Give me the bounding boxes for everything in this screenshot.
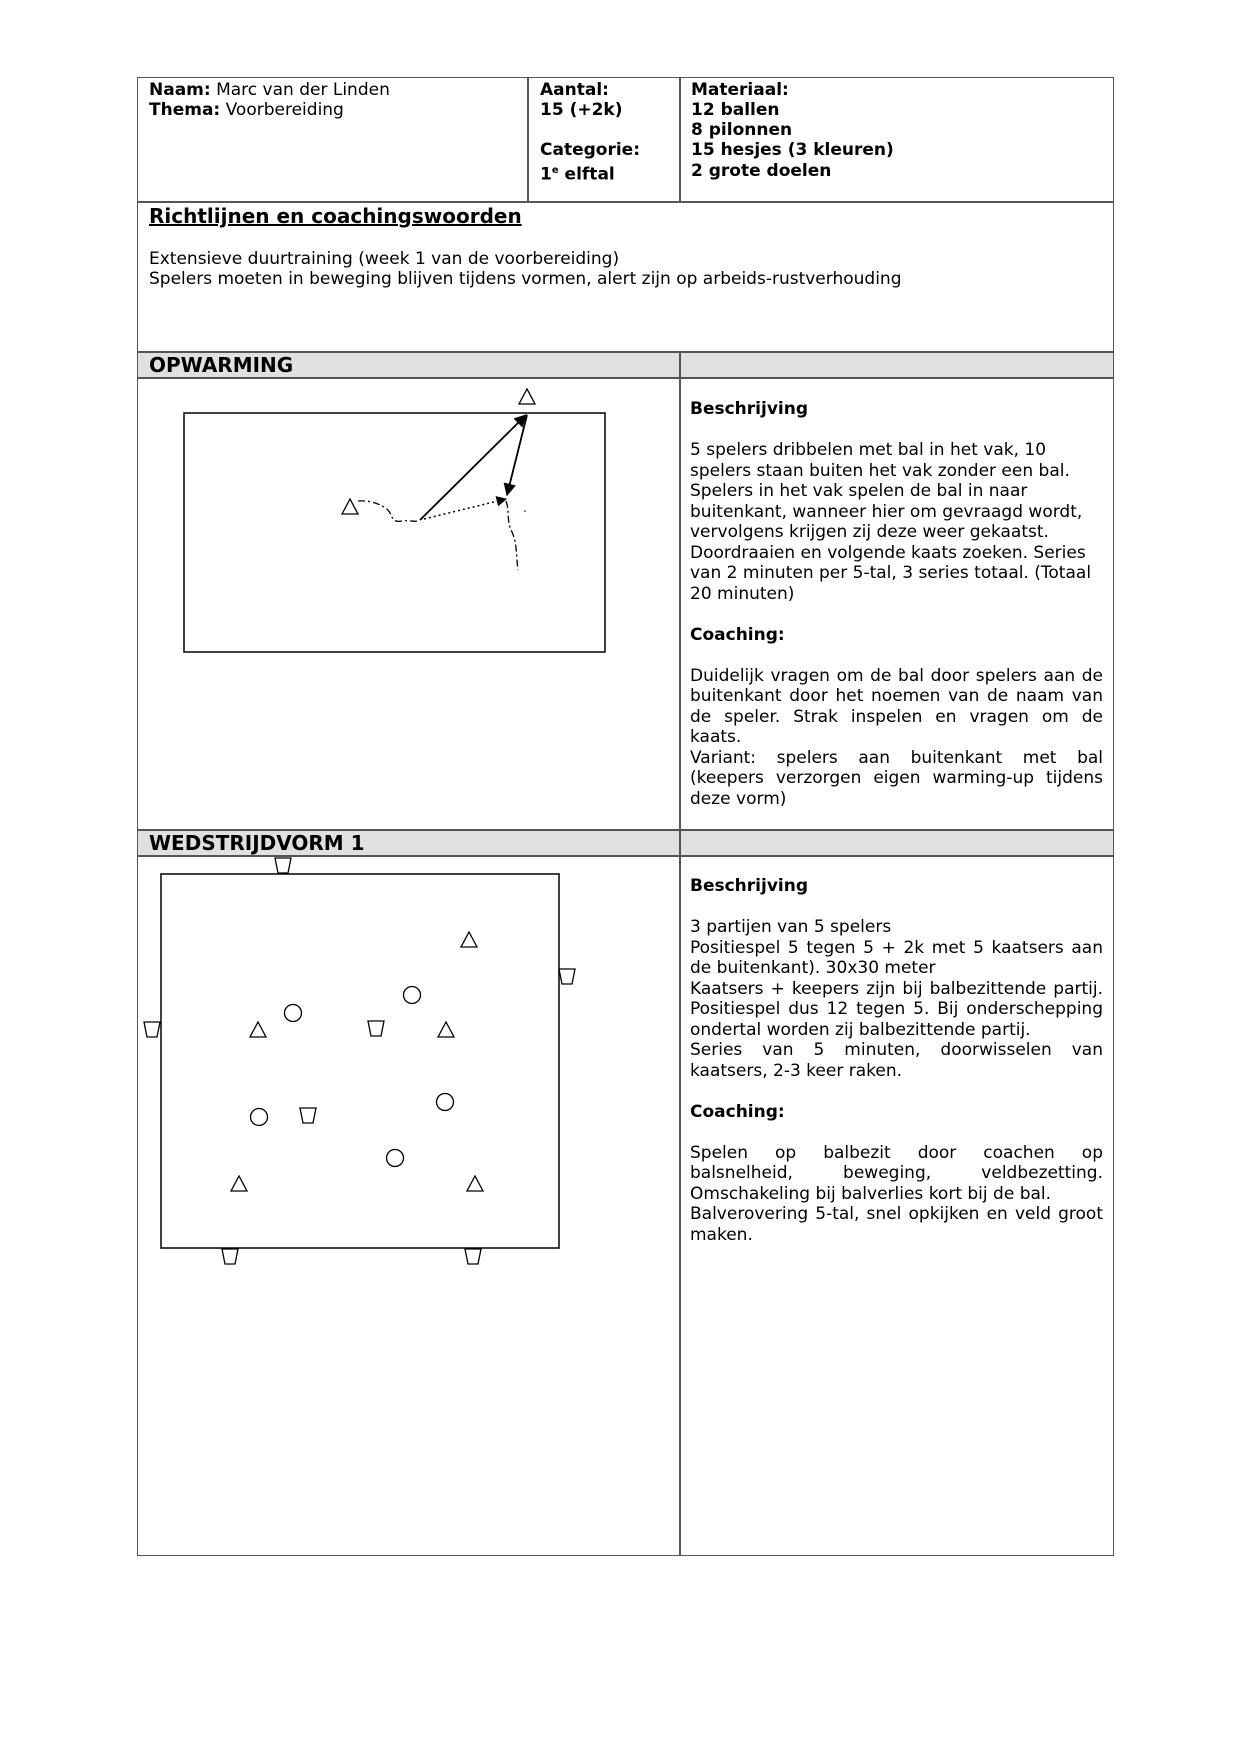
wedstrijdvorm-beschrijving-line: Positiespel 5 tegen 5 + 2k met 5 kaatsers aan de buitenkant). 30x30 meter [690,937,1103,978]
player-triangle-icon [461,932,477,947]
wedstrijdvorm-coaching-line: Spelen op balbezit door coachen op balsnelheid, beweging, veldbezetting. Omschakeling bij balverlies kort bij de bal. [690,1142,1103,1204]
richtlijnen-title: Richtlijnen en coachingswoorden [149,204,522,228]
player-triangle-icon [250,1022,266,1037]
opwarming-beschrijving-text: 5 spelers dribbelen met bal in het vak, 10 spelers staan buiten het vak zonder een bal. Spelers in het vak spelen de bal in naar buitenkant, wanneer hier om gevraagd wordt, vervolgens krijgen zij deze weer gekaatst. Doordraaien en volgende kaats zoeken. Series van 2 minuten per 5-tal, 3 series totaal. (Totaal 20 minuten) [690,440,1092,604]
thema-label: Thema: [149,100,221,120]
player-triangle-icon [519,389,535,404]
opwarming-title: OPWARMING [149,353,294,377]
opwarming-beschrijving-label: Beschrijving [690,399,809,419]
player-triangle-icon [467,1176,483,1191]
player-circle-icon [404,987,421,1004]
materiaal-item: 2 grote doelen [691,161,832,181]
pass-arrow [420,415,526,520]
wedstrijdvorm-beschrijving-line: Series van 5 minuten, doorwisselen van kaatsers, 2-3 keer raken. [690,1040,1103,1081]
cone-icon [465,1249,481,1264]
player-triangle-icon [438,1022,454,1037]
wedstrijdvorm-coaching-line: Balverovering 5-tal, snel opkijken en veld groot maken. [690,1204,1103,1245]
run-arrow [424,499,506,519]
player-circle-icon [285,1005,302,1022]
return-pass-arrow [507,415,527,495]
player-circle-icon [437,1094,454,1111]
thema-value: Voorbereiding [225,100,344,120]
wedstrijdvorm-beschrijving-line: 3 partijen van 5 spelers [690,917,892,937]
opwarming-field [184,413,605,652]
opwarming-coaching-label: Coaching: [690,624,785,645]
richtlijnen-line: Extensieve duurtraining (week 1 van de voorbereiding) [149,249,620,269]
categorie-value-main: 1 [540,164,552,185]
categorie-label: Categorie: [540,140,640,160]
wedstrijdvorm-coaching-label: Coaching: [690,1101,785,1122]
categorie-value-rest: elftal [558,164,615,185]
opwarming-coaching-text: Duidelijk vragen om de bal door spelers aan de buitenkant door het noemen van de naam van de speler. Strak inspelen en vragen om de kaats. [690,665,1103,747]
aantal-value: 15 (+2k) [540,100,623,120]
cone-icon [144,1022,160,1037]
dribble-path [358,501,418,521]
naam-value: Marc van der Linden [216,80,390,100]
aantal-label: Aantal: [540,80,609,100]
wedstrijdvorm-beschrijving-line: Kaatsers + keepers zijn bij balbezittende partij. Positiespel dus 12 tegen 5. Bij onderschepping ondertal worden zij balbezittende partij. [690,978,1103,1040]
movement-path [506,501,518,570]
opwarming-variant-text: Variant: spelers aan buitenkant met bal (keepers verzorgen eigen warming-up tijdens deze vorm) [690,747,1103,809]
player-triangle-icon [231,1176,247,1191]
cone-icon [368,1021,384,1036]
wedstrijdvorm-field [161,874,559,1248]
materiaal-item: 15 hesjes (3 kleuren) [691,140,894,160]
player-circle-icon [251,1109,268,1126]
materiaal-item: 8 pilonnen [691,120,793,140]
materiaal-item: 12 ballen [691,100,780,120]
cone-icon [222,1249,238,1264]
naam-label: Naam: [149,80,211,100]
materiaal-label: Materiaal: [691,80,789,100]
cone-icon [559,969,575,984]
player-circle-icon [387,1150,404,1167]
richtlijnen-line: Spelers moeten in beweging blijven tijdens vormen, alert zijn op arbeids-rustverhouding [149,269,902,289]
wedstrijdvorm-diagram [144,858,575,1264]
wedstrijdvorm-beschrijving-label: Beschrijving [690,876,809,896]
dot-mark [524,510,526,512]
wedstrijdvorm-title: WEDSTRIJDVORM 1 [149,831,365,855]
cone-icon [275,858,291,873]
player-triangle-icon [342,499,358,514]
categorie-value-sup: e [551,165,559,176]
cone-icon [300,1108,316,1123]
opwarming-diagram [184,389,605,652]
